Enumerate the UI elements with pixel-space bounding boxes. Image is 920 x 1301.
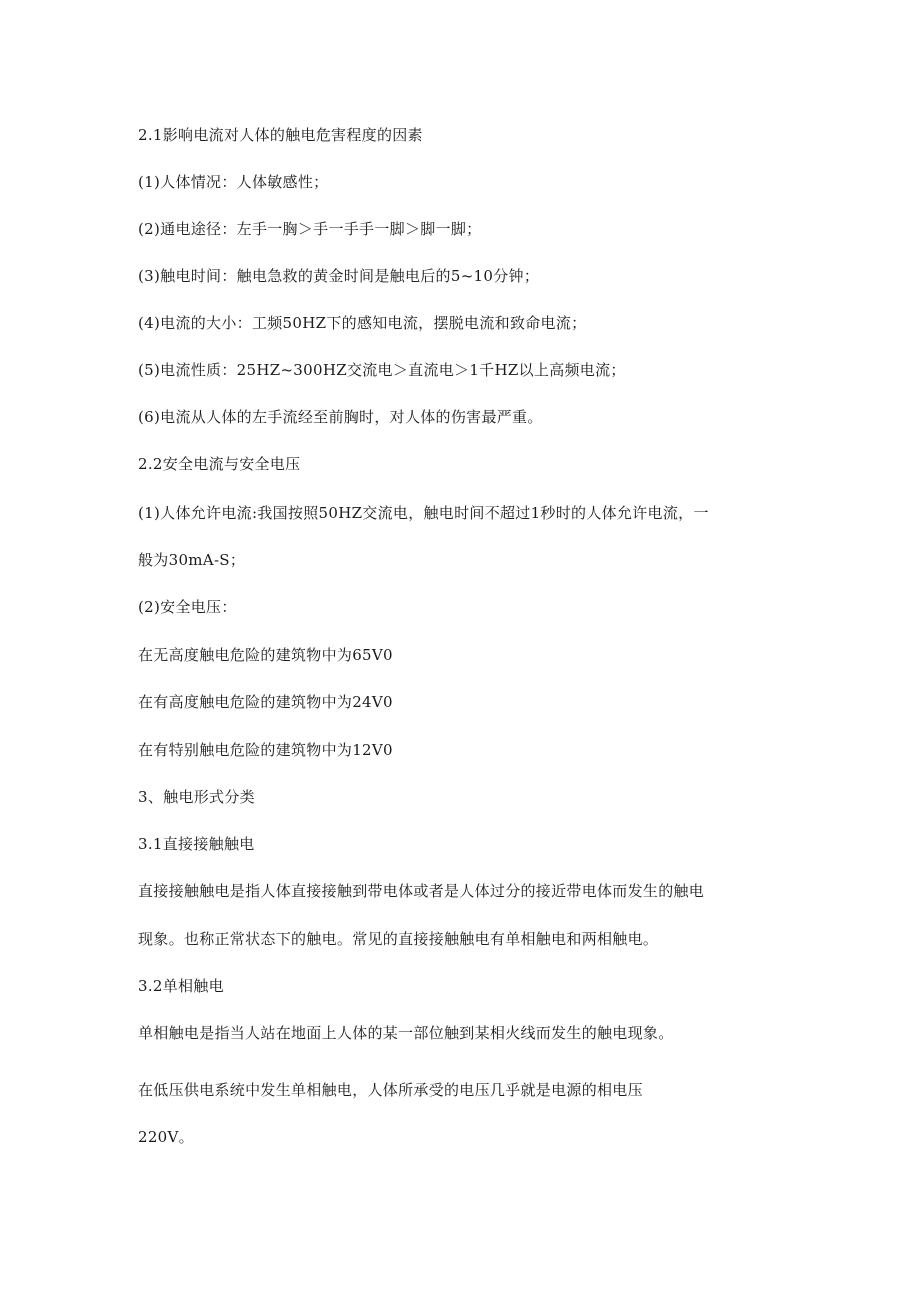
section-heading-3-1: 3.1直接接触触电 [138,835,255,853]
paragraph-line: 直接接触触电是指人体直接接触到带电体或者是人体过分的接近带电体而发生的触电 [138,882,705,900]
paragraph-line: (2)通电途径：左手一胸＞手一手手一脚＞脚一脚； [138,220,482,238]
paragraph-line: (2)安全电压： [138,598,237,616]
paragraph-line: 在无高度触电危险的建筑物中为65V0 [138,646,393,664]
paragraph-line: 在低压供电系统中发生单相触电，人体所承受的电压几乎就是电源的相电压 [138,1081,643,1099]
paragraph-line: (6)电流从人体的左手流经至前胸时，对人体的伤害最严重。 [138,408,543,426]
paragraph-line: 220V。 [138,1128,194,1146]
paragraph-line: 般为30mA-S； [138,551,246,569]
paragraph-line: (1)人体允许电流:我国按照50HZ交流电，触电时间不超过1秒时的人体允许电流，一 [138,504,709,522]
paragraph-line: 单相触电是指当人站在地面上人体的某一部位触到某相火线而发生的触电现象。 [138,1024,674,1042]
paragraph-line: (5)电流性质：25HZ~300HZ交流电＞直流电＞1千HZ以上高频电流； [138,361,626,379]
section-heading-2-1: 2.1影响电流对人体的触电危害程度的因素 [138,126,423,144]
paragraph-line: 现象。也称正常状态下的触电。常见的直接接触触电有单相触电和两相触电。 [138,930,659,948]
section-heading-2-2: 2.2安全电流与安全电压 [138,455,301,473]
paragraph-line: (3)触电时间：触电急救的黄金时间是触电后的5~10分钟； [138,267,540,285]
paragraph-line: (1)人体情况：人体敏感性； [138,173,329,191]
paragraph-line: 在有高度触电危险的建筑物中为24V0 [138,693,393,711]
paragraph-line: 在有特别触电危险的建筑物中为12V0 [138,741,393,759]
section-heading-3: 3、触电形式分类 [138,788,255,806]
section-heading-3-2: 3.2单相触电 [138,977,224,995]
paragraph-line: (4)电流的大小：工频50HZ下的感知电流，摆脱电流和致命电流； [138,314,587,332]
